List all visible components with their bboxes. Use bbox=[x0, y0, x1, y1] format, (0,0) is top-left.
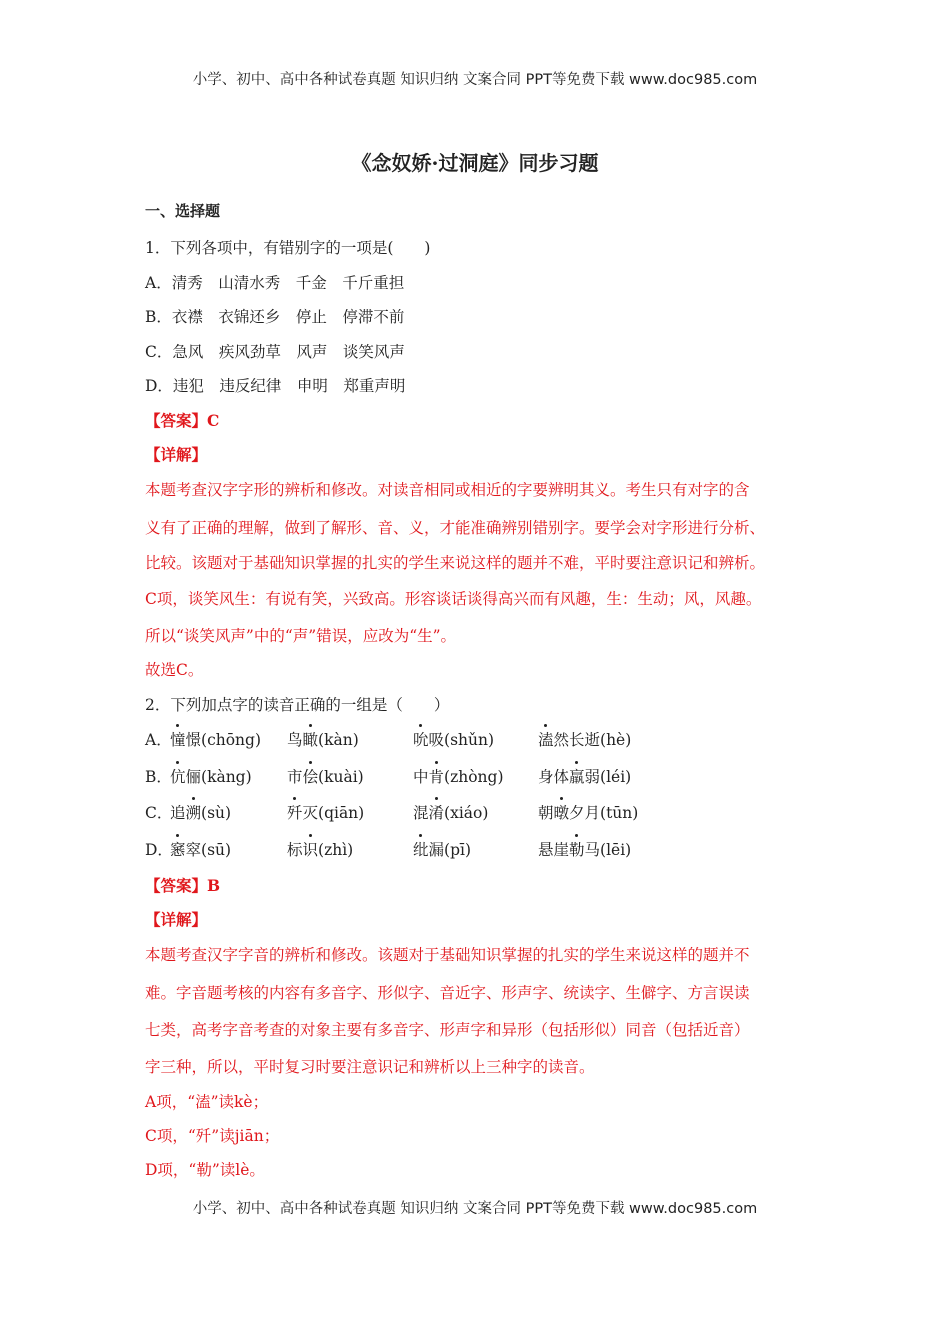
pinyin-item: 伉俪(kàng) bbox=[170, 765, 252, 787]
footer-banner: 小学、初中、高中各种试卷真题 知识归纳 文案合同 PPT等免费下载 www.doc985.com bbox=[192, 1201, 758, 1217]
pinyin-item: 身体羸弱(léi) bbox=[538, 765, 631, 787]
pinyin-item: 歼灭(qiān) bbox=[287, 801, 364, 823]
pinyin-item: 混淆(xiáo) bbox=[413, 801, 488, 823]
pinyin-item: 窸窣(sū) bbox=[170, 838, 231, 860]
q2-explanation-line: 七类，高考字音考查的对象主要有多音字、形声字和异形（包括形似）同音（包括近音） bbox=[145, 1021, 750, 1039]
pinyin-item: 吮吸(shǔn) bbox=[413, 728, 494, 750]
q1-explanation-line: C项，谈笑风生：有说有笑，兴致高。形容谈话谈得高兴而有风趣，生：生动；风，风趣。 bbox=[145, 590, 762, 608]
pinyin-item: 纰漏(pī) bbox=[413, 838, 471, 860]
q2-option-a bbox=[145, 728, 825, 752]
option-letter: B． bbox=[145, 768, 172, 786]
pinyin-item: 标识(zhì) bbox=[287, 838, 353, 860]
q2-option-b bbox=[145, 765, 825, 789]
q1-option-a: A．清秀 山清水秀 千金 千斤重担 bbox=[145, 274, 405, 292]
option-letter: D． bbox=[145, 841, 173, 859]
page-title: 《念奴娇·过洞庭》同步习题 bbox=[351, 151, 599, 175]
q2-explanation-line: 字三种，所以，平时复习时要注意识记和辨析以上三种字的读音。 bbox=[145, 1058, 595, 1076]
pinyin-item: 溘然长逝(hè) bbox=[538, 728, 631, 750]
q1-explanation-line: 义有了正确的理解，做到了解形、音、义，才能准确辨别错别字。要学会对字形进行分析、 bbox=[145, 519, 766, 537]
q1-stem: 1．下列各项中，有错别字的一项是( ) bbox=[145, 239, 431, 257]
q1-answer: 【答案】C bbox=[145, 411, 220, 430]
q1-option-d: D．违犯 违反纪律 申明 郑重声明 bbox=[145, 377, 406, 395]
pinyin-item: 鸟瞰(kàn) bbox=[287, 728, 359, 750]
q2-explanation-line: D项，“勒”读lè。 bbox=[145, 1161, 265, 1179]
q1-detail-label: 【详解】 bbox=[145, 445, 208, 464]
q2-stem: 2．下列加点字的读音正确的一组是（ ） bbox=[145, 696, 450, 714]
q2-answer: 【答案】B bbox=[145, 876, 221, 895]
q1-option-c: C．急风 疾风劲草 风声 谈笑风声 bbox=[145, 343, 405, 361]
q2-option-c bbox=[145, 801, 825, 825]
pinyin-item: 市侩(kuài) bbox=[287, 765, 364, 787]
q2-explanation-line: 本题考查汉字字音的辨析和修改。该题对于基础知识掌握的扎实的学生来说这样的题并不 bbox=[145, 946, 750, 964]
q2-explanation-line: A项，“溘”读kè； bbox=[145, 1093, 269, 1111]
option-letter: A． bbox=[145, 731, 172, 749]
q1-explanation-line: 所以“谈笑风声”中的“声”错误，应改为“生”。 bbox=[145, 627, 457, 645]
pinyin-item: 追溯(sù) bbox=[170, 801, 231, 823]
pinyin-item: 中肯(zhòng) bbox=[413, 765, 504, 787]
q1-explanation-line: 本题考查汉字字形的辨析和修改。对读音相同或相近的字要辨明其义。考生只有对字的含 bbox=[145, 481, 750, 499]
pinyin-item: 朝暾夕月(tūn) bbox=[538, 801, 638, 823]
q2-option-d bbox=[145, 838, 825, 862]
q1-explanation-line: 比较。该题对于基础知识掌握的扎实的学生来说这样的题并不难，平时要注意识记和辨析。 bbox=[145, 554, 766, 572]
pinyin-item: 悬崖勒马(lēi) bbox=[538, 838, 631, 860]
q2-explanation-line: C项，“歼”读jiān； bbox=[145, 1127, 280, 1145]
q1-explanation-line: 故选C。 bbox=[145, 661, 204, 679]
q1-option-b: B．衣襟 衣锦还乡 停止 停滞不前 bbox=[145, 308, 405, 326]
option-letter: C． bbox=[145, 804, 173, 822]
section-heading: 一、选择题 bbox=[145, 202, 221, 220]
header-banner: 小学、初中、高中各种试卷真题 知识归纳 文案合同 PPT等免费下载 www.doc985.com bbox=[192, 72, 758, 88]
q2-detail-label: 【详解】 bbox=[145, 910, 208, 929]
pinyin-item: 憧憬(chōng) bbox=[170, 728, 261, 750]
q2-explanation-line: 难。字音题考核的内容有多音字、形似字、音近字、形声字、统读字、生僻字、方言误读 bbox=[145, 984, 750, 1002]
